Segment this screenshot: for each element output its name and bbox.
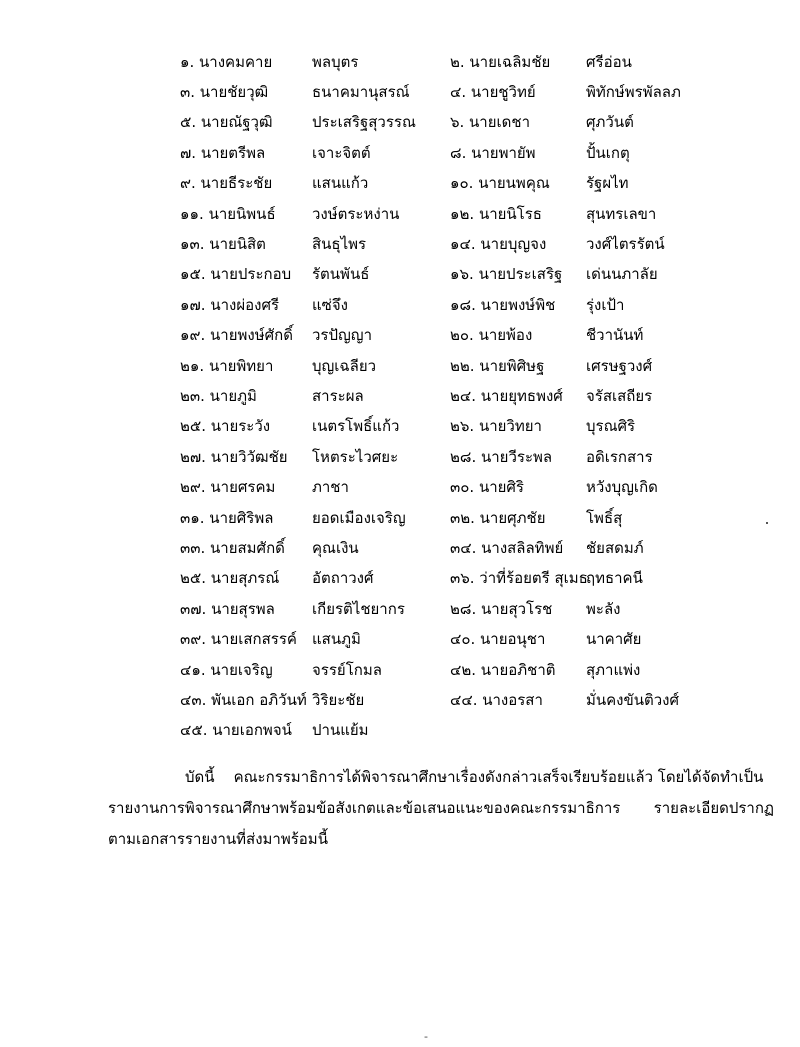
member-row [180, 594, 416, 624]
member-name: ๔๑. นายเจริญ [180, 660, 273, 679]
member-row [180, 503, 416, 533]
member-surname: วรปัญญา [312, 326, 372, 345]
member-name: ๑๙. นายพงษ์ศักดิ์ [180, 326, 293, 345]
member-surname: นาคาศัย [586, 630, 642, 649]
member-name: ๔๓. พันเอก อภิวันท์ [180, 690, 307, 709]
member-row [180, 47, 416, 77]
member-surname: เจาะจิตต์ [312, 143, 371, 162]
member-name: ๔๐. นายอนุชา [450, 630, 546, 649]
member-name: ๖. นายเดชา [450, 113, 530, 132]
page-footer-mark: - [424, 1030, 428, 1043]
member-row [180, 716, 416, 746]
member-row [180, 564, 416, 594]
member-name: ๒๗. นายวิวัฒชัย [180, 447, 288, 466]
member-name: ๓๙. นายเสกสรรค์ [180, 630, 297, 649]
member-name: ๑๗. นางผ่องศรี [180, 295, 280, 314]
member-row [450, 503, 681, 533]
member-name: ๕. นายณัฐวุฒิ [180, 113, 273, 132]
member-name: ๙. นายธีระชัย [180, 174, 273, 193]
member-list-left [180, 47, 416, 746]
member-row [180, 533, 416, 563]
member-name: ๒๕. นายสุภรณ์ [180, 569, 280, 588]
member-name: ๑๔. นายบุญจง [450, 235, 547, 254]
member-name: ๒๓. นายภูมิ [180, 386, 257, 405]
member-surname: ฤทธาคนี [586, 569, 643, 588]
member-row [450, 108, 681, 138]
member-row [450, 594, 681, 624]
member-name: ๒๑. นายพิทยา [180, 356, 274, 375]
scan-speck [766, 522, 768, 524]
member-name: ๔. นายชูวิทย์ [450, 83, 536, 102]
member-name: ๓๐. นายศิริ [450, 478, 524, 497]
member-name: ๒๕. นายระวัง [180, 417, 271, 436]
member-name: ๒๙. นายศรคม [180, 478, 276, 497]
member-surname: แสนแก้ว [312, 174, 369, 193]
member-surname: สุนทรเลขา [586, 204, 657, 223]
member-surname: มั่นคงขันติวงศ์ [586, 690, 680, 709]
paragraph-lead-word: บัดนี้ [185, 768, 215, 786]
paragraph-line-2: รายงานการพิจารณาศึกษาพร้อมข้อสังเกตและข้อเสนอแนะของคณะกรรมาธิการ รายละเอียดปรากฏ [108, 799, 775, 817]
member-name: ๓๔. นางสลิลทิพย์ [450, 538, 564, 557]
conclusion-paragraph [108, 762, 775, 855]
member-surname: ยอดเมืองเจริญ [312, 508, 406, 527]
member-name: ๓๑. นายศิริพล [180, 508, 274, 527]
member-surname: โหตระไวศยะ [312, 447, 399, 466]
member-name: ๑๑. นายนิพนธ์ [180, 204, 276, 223]
member-row [180, 624, 416, 654]
member-row [180, 229, 416, 259]
member-name: ๒๖. นายวิทยา [450, 417, 542, 436]
member-row [450, 685, 681, 715]
member-surname: คุณเงิน [312, 538, 359, 557]
member-row [450, 442, 681, 472]
member-surname: ศุภวันต์ [586, 113, 634, 132]
member-name: ๓๒. นายศุภชัย [450, 508, 546, 527]
member-row [450, 321, 681, 351]
member-surname: จรัสเสถียร [586, 386, 653, 405]
member-surname: บุญเฉลียว [312, 356, 377, 375]
member-name: ๘. นายพายัพ [450, 143, 536, 162]
member-row [180, 260, 416, 290]
member-row [450, 533, 681, 563]
member-surname: รัตนพันธ์ [312, 265, 370, 284]
member-name: ๓๓. นายสมศักดิ์ [180, 538, 285, 557]
member-surname: วงษ์ตระหง่าน [312, 204, 400, 223]
member-name: ๑๒. นายนิโรธ [450, 204, 542, 223]
member-row [180, 442, 416, 472]
member-surname: วิริยะชัย [312, 690, 365, 709]
member-row [450, 564, 681, 594]
member-name: ๑. นางคมคาย [180, 52, 273, 71]
member-name: ๔๕. นายเอกพจน์ [180, 721, 292, 740]
member-row [180, 290, 416, 320]
member-name: ๒๘. นายสุวโรช [450, 599, 553, 618]
member-name: ๒๘. นายวีระพล [450, 447, 553, 466]
member-surname: ธนาคมานุสรณ์ [312, 83, 410, 102]
member-row [180, 169, 416, 199]
member-surname: พลบุตร [312, 52, 359, 71]
member-name: ๓๖. ว่าที่ร้อยตรี สุเมธ [450, 569, 588, 588]
member-surname: วงศ์ไตรรัตน์ [586, 235, 665, 254]
member-row [450, 351, 681, 381]
member-surname: บุรณศิริ [586, 417, 636, 436]
member-name: ๔๔. นางอรสา [450, 690, 543, 709]
member-list-right [450, 47, 681, 716]
member-surname: สาระผล [312, 386, 364, 405]
member-row [180, 108, 416, 138]
member-surname: แสนภูมิ [312, 630, 361, 649]
member-row [450, 169, 681, 199]
member-row [450, 290, 681, 320]
member-row [450, 412, 681, 442]
member-row [450, 472, 681, 502]
member-surname: รุ่งเป้า [586, 295, 625, 314]
member-surname: พิทักษ์พรพัลลภ [586, 83, 681, 102]
member-row [450, 260, 681, 290]
member-surname: รัฐผไท [586, 174, 629, 193]
paragraph-line-1 [108, 762, 764, 793]
member-name: ๒. นายเฉลิมชัย [450, 52, 551, 71]
member-surname: สินธุไพร [312, 235, 367, 254]
member-surname: หวังบุญเกิด [586, 478, 658, 497]
member-surname: ประเสริฐสุวรรณ [312, 113, 416, 132]
member-row [450, 229, 681, 259]
member-row [450, 47, 681, 77]
member-row [450, 655, 681, 685]
member-row [450, 381, 681, 411]
member-surname: สุภาแพ่ง [586, 660, 641, 679]
member-surname: ปั้นเกตุ [586, 143, 630, 162]
member-row [180, 685, 416, 715]
member-row [180, 321, 416, 351]
member-surname: อดิเรกสาร [586, 447, 653, 466]
member-row [450, 624, 681, 654]
member-surname: ชัยสดมภ์ [586, 538, 644, 557]
member-surname: อัตถาวงศ์ [312, 569, 374, 588]
member-row [180, 655, 416, 685]
member-surname: ศรีอ่อน [586, 52, 632, 71]
member-name: ๒๐. นายพ้อง [450, 326, 533, 345]
paragraph-line-1-text: คณะกรรมาธิการได้พิจารณาศึกษาเรื่องดังกล่าวเสร็จเรียบร้อยแล้ว โดยได้จัดทำเป็น [233, 768, 764, 786]
member-name: ๓. นายชัยวุฒิ [180, 83, 269, 102]
member-name: ๓๗. นายสุรพล [180, 599, 275, 618]
member-row [180, 351, 416, 381]
member-surname: จรรย์โกมล [312, 660, 382, 679]
member-name: ๗. นายตรีพล [180, 143, 266, 162]
member-name: ๒๒. นายพิศิษฐ [450, 356, 545, 375]
member-name: ๑๘. นายพงษ์พิช [450, 295, 556, 314]
member-surname: เด่นนภาลัย [586, 265, 658, 284]
member-row [180, 381, 416, 411]
member-surname: เศรษฐวงศ์ [586, 356, 653, 375]
member-surname: ชีวานันท์ [586, 326, 644, 345]
member-row [180, 472, 416, 502]
member-row [450, 77, 681, 107]
member-surname: ปานแย้ม [312, 721, 369, 740]
member-name: ๑๖. นายประเสริฐ [450, 265, 563, 284]
member-surname: ภาชา [312, 478, 349, 497]
member-surname: แซ่จึง [312, 295, 348, 314]
member-surname: โพธิ์สุ [586, 508, 623, 527]
member-row [180, 199, 416, 229]
member-row [450, 138, 681, 168]
member-name: ๑๐. นายนพคุณ [450, 174, 550, 193]
member-surname: เกียรติไชยากร [312, 599, 405, 618]
member-name: ๔๒. นายอภิชาติ [450, 660, 556, 679]
member-row [180, 138, 416, 168]
member-surname: เนตรโพธิ์แก้ว [312, 417, 400, 436]
member-row [180, 77, 416, 107]
member-name: ๑๓. นายนิสิต [180, 235, 266, 254]
member-name: ๒๔. นายยุทธพงศ์ [450, 386, 563, 405]
member-surname: พะลัง [586, 599, 621, 618]
member-row [180, 412, 416, 442]
member-row [450, 199, 681, 229]
paragraph-line-3: ตามเอกสารรายงานที่ส่งมาพร้อมนี้ [108, 830, 328, 848]
member-name: ๑๕. นายประกอบ [180, 265, 292, 284]
